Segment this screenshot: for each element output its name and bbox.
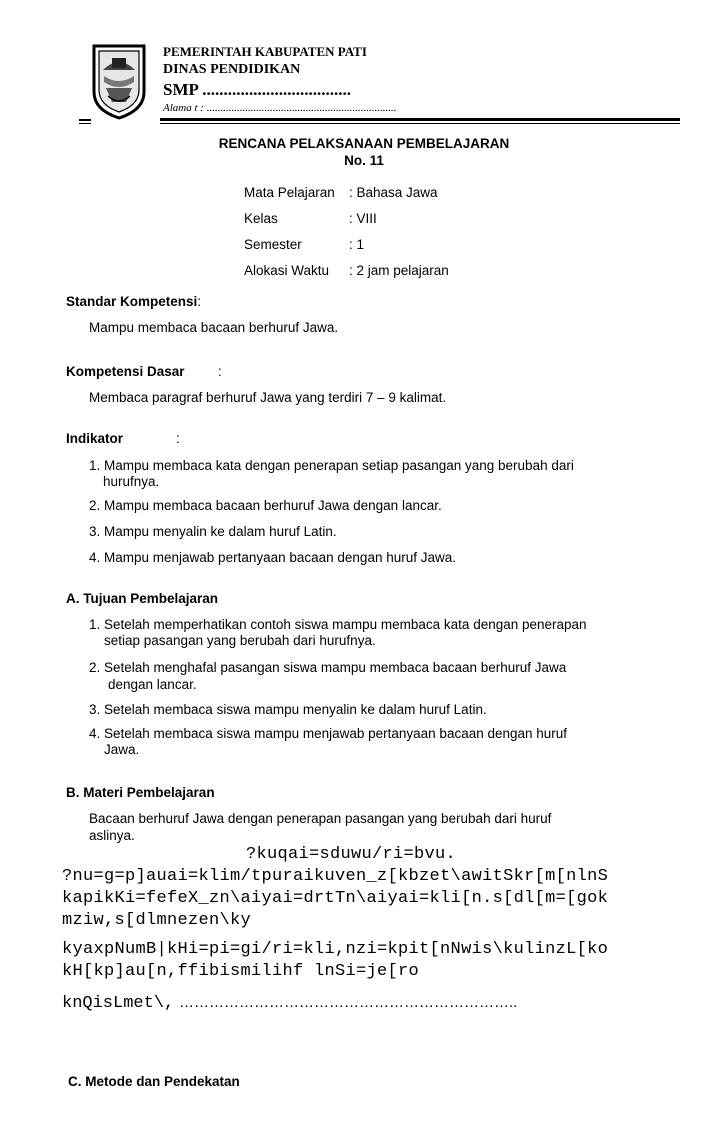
header-rule-left: [79, 119, 91, 121]
tujuan-item-continuation: setiap pasangan yang berubah dari hurufnya.: [104, 633, 376, 648]
kompetensi-text: Membaca paragraf berhuruf Jawa yang terdiri 7 – 9 kalimat.: [89, 390, 447, 405]
info-label-class: Kelas: [244, 211, 278, 226]
info-value-semester: : 1: [349, 237, 365, 252]
standar-colon: :: [197, 294, 202, 309]
javanese-script-line: knQisLmet\,: [62, 994, 175, 1013]
metode-heading: C. Metode dan Pendekatan: [68, 1074, 240, 1089]
kompetensi-heading: Kompetensi Dasar: [66, 364, 185, 379]
indikator-item-continuation: hurufnya.: [103, 474, 160, 489]
header-rule-left-thin: [79, 123, 91, 124]
indikator-item: 1. Mampu membaca kata dengan penerapan setiap pasangan yang berubah dari: [89, 458, 574, 473]
materi-intro: Bacaan berhuruf Jawa dengan penerapan pasangan yang berubah dari huruf: [89, 811, 552, 826]
javanese-script-line: mziw,s[dlmnezen\ky: [62, 911, 252, 930]
indikator-item: 2. Mampu membaca bacaan berhuruf Jawa dengan lancar.: [89, 498, 442, 513]
standar-heading-row: [66, 294, 201, 309]
tujuan-heading: A. Tujuan Pembelajaran: [66, 591, 219, 606]
letterhead-department: DINAS PENDIDIKAN: [163, 62, 301, 77]
tujuan-item: 4. Setelah membaca siswa mampu menjawab pertanyaan bacaan dengan huruf: [89, 726, 568, 741]
trailing-dots: …………………………………………………………..: [178, 994, 518, 1011]
javanese-script-last-row: [62, 992, 517, 1013]
letterhead-school: SMP ...................................: [163, 80, 351, 99]
header-rule-thick: [160, 118, 680, 121]
indikator-heading: Indikator: [66, 431, 124, 446]
tujuan-item-continuation: Jawa.: [104, 742, 140, 757]
kompetensi-colon: :: [218, 364, 222, 379]
standar-text: Mampu membaca bacaan berhuruf Jawa.: [89, 320, 339, 335]
javanese-script-line: kyaxpNumB|kHi=pi=gi/ri=kli,nzi=kpit[nNwis\kulinzL[ko: [62, 940, 609, 959]
javanese-script-line: kH[kp]au[n,ffibismilihf lnSi=je[ro: [62, 962, 420, 981]
letterhead-address: Alama t : .....................................................................: [163, 102, 397, 114]
standar-heading: Standar Kompetensi: [66, 294, 198, 309]
info-label-semester: Semester: [244, 237, 302, 252]
indikator-item: 3. Mampu menyalin ke dalam huruf Latin.: [89, 524, 337, 539]
tujuan-item: 1. Setelah memperhatikan contoh siswa mampu membaca kata dengan penerapan: [89, 617, 587, 632]
javanese-script-line: kapikKi=fefeX_zn\aiyai=drtTn\aiyai=kli[n.s[dl[m=[gok: [62, 889, 609, 908]
info-value-subject: : Bahasa Jawa: [349, 185, 438, 200]
tujuan-item: 3. Setelah membaca siswa mampu menyalin ke dalam huruf Latin.: [89, 702, 487, 717]
tujuan-item-continuation: dengan lancar.: [108, 677, 197, 692]
info-value-time: : 2 jam pelajaran: [349, 263, 449, 278]
regency-seal-logo: [86, 40, 152, 122]
materi-intro-continuation: aslinya.: [89, 828, 135, 843]
indikator-colon: :: [176, 431, 180, 446]
javanese-script-line: ?nu=g=p]auai=klim/tpuraikuven_z[kbzet\awitSkr[m[nlnS: [62, 867, 609, 886]
letterhead-government: PEMERINTAH KABUPATEN PATI: [163, 44, 367, 59]
indikator-item: 4. Mampu menjawab pertanyaan bacaan dengan huruf Jawa.: [89, 550, 456, 565]
info-label-subject: Mata Pelajaran: [244, 185, 335, 200]
materi-heading: B. Materi Pembelajaran: [66, 785, 215, 800]
tujuan-item: 2. Setelah menghafal pasangan siswa mampu membaca bacaan berhuruf Jawa: [89, 660, 567, 675]
javanese-script-line: ?kuqai=sduwu/ri=bvu.: [246, 845, 457, 864]
document-title: RENCANA PELAKSANAAN PEMBELAJARAN: [218, 136, 510, 151]
info-label-time: Alokasi Waktu: [244, 263, 330, 278]
document-number: No. 11: [344, 153, 384, 168]
info-value-class: : VIII: [349, 211, 377, 226]
header-rule-thin: [160, 123, 680, 124]
